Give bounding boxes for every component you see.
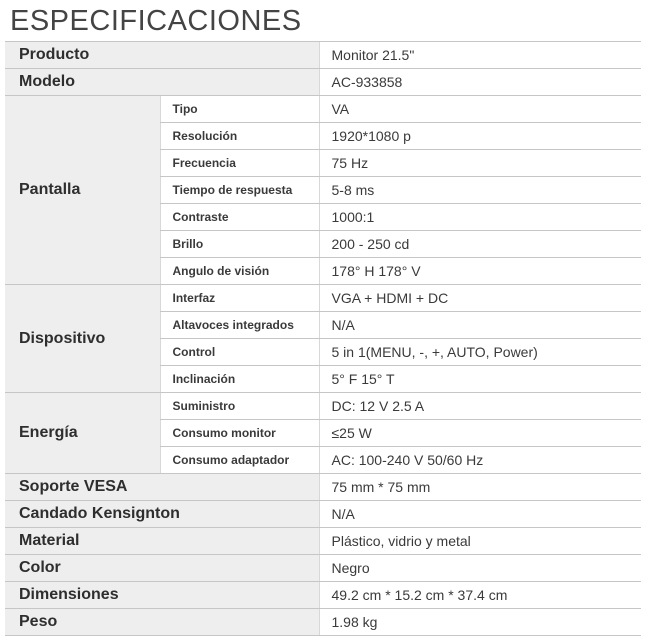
spec-value: 5 in 1(MENU, -, +, AUTO, Power) (319, 339, 641, 366)
spec-group-label: Dispositivo (5, 285, 160, 393)
spec-label: Modelo (5, 69, 319, 96)
spec-sub-label: Tipo (160, 96, 319, 123)
spec-label: Soporte VESA (5, 474, 319, 501)
spec-sub-label: Consumo monitor (160, 420, 319, 447)
spec-value: 49.2 cm * 15.2 cm * 37.4 cm (319, 582, 641, 609)
spec-value: 5° F 15° T (319, 366, 641, 393)
spec-value: 75 Hz (319, 150, 641, 177)
spec-value: 1920*1080 p (319, 123, 641, 150)
spec-sub-label: Interfaz (160, 285, 319, 312)
spec-sub-label: Frecuencia (160, 150, 319, 177)
spec-row-dispositivo-interfaz (5, 285, 641, 312)
spec-row-dimensiones (5, 582, 641, 609)
spec-row-producto (5, 42, 641, 69)
spec-value: 75 mm * 75 mm (319, 474, 641, 501)
specifications-table (5, 41, 641, 636)
spec-value: DC: 12 V 2.5 A (319, 393, 641, 420)
spec-value: VA (319, 96, 641, 123)
spec-value: Plástico, vidrio y metal (319, 528, 641, 555)
spec-sub-label: Suministro (160, 393, 319, 420)
spec-value: Monitor 21.5" (319, 42, 641, 69)
spec-sub-label: Resolución (160, 123, 319, 150)
spec-row-candado (5, 501, 641, 528)
spec-value: VGA + HDMI + DC (319, 285, 641, 312)
spec-value: ≤25 W (319, 420, 641, 447)
spec-value: AC-933858 (319, 69, 641, 96)
spec-value: 178° H 178° V (319, 258, 641, 285)
spec-row-pantalla-tipo (5, 96, 641, 123)
spec-group-label: Energía (5, 393, 160, 474)
spec-label: Material (5, 528, 319, 555)
spec-sub-label: Control (160, 339, 319, 366)
spec-sub-label: Tiempo de respuesta (160, 177, 319, 204)
spec-value: AC: 100-240 V 50/60 Hz (319, 447, 641, 474)
spec-sub-label: Inclinación (160, 366, 319, 393)
spec-value: 1.98 kg (319, 609, 641, 636)
spec-row-modelo (5, 69, 641, 96)
spec-row-energia-suministro (5, 393, 641, 420)
spec-value: 5-8 ms (319, 177, 641, 204)
spec-label: Dimensiones (5, 582, 319, 609)
spec-group-label: Pantalla (5, 96, 160, 285)
spec-value: N/A (319, 501, 641, 528)
spec-row-color (5, 555, 641, 582)
spec-sub-label: Contraste (160, 204, 319, 231)
spec-row-material (5, 528, 641, 555)
spec-row-soporte-vesa (5, 474, 641, 501)
spec-sub-label: Consumo adaptador (160, 447, 319, 474)
page-title: ESPECIFICACIONES (10, 5, 302, 37)
spec-label: Color (5, 555, 319, 582)
spec-value: 1000:1 (319, 204, 641, 231)
spec-label: Producto (5, 42, 319, 69)
spec-row-peso (5, 609, 641, 636)
spec-sub-label: Altavoces integrados (160, 312, 319, 339)
spec-label: Peso (5, 609, 319, 636)
spec-sub-label: Brillo (160, 231, 319, 258)
spec-value: N/A (319, 312, 641, 339)
spec-value: 200 - 250 cd (319, 231, 641, 258)
spec-value: Negro (319, 555, 641, 582)
spec-label: Candado Kensignton (5, 501, 319, 528)
spec-sub-label: Angulo de visión (160, 258, 319, 285)
